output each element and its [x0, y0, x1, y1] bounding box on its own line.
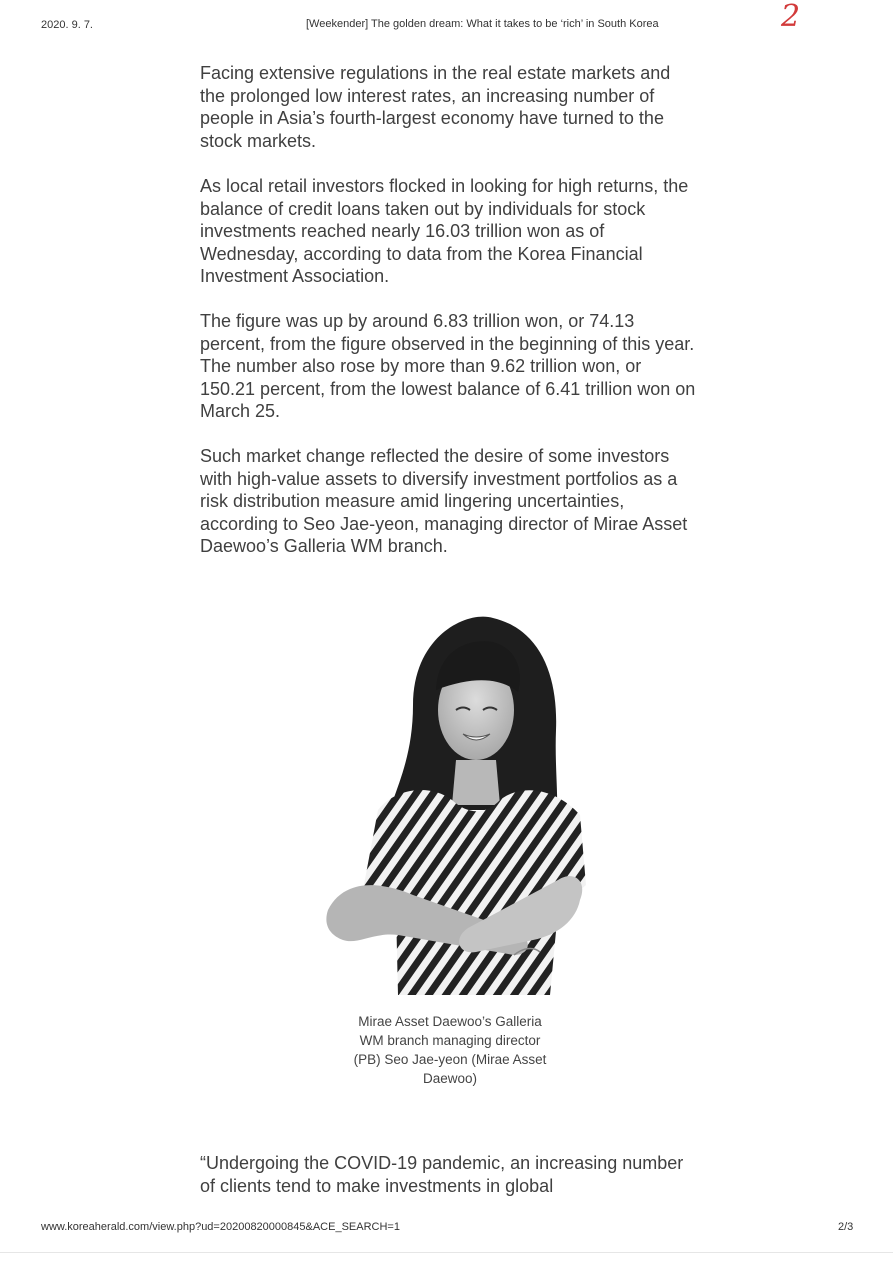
scan-edge-divider [0, 1252, 893, 1253]
handwritten-page-mark: 2 [781, 0, 801, 34]
print-header-date: 2020. 9. 7. [41, 19, 93, 31]
portrait-photo [318, 610, 590, 995]
article-paragraph-5: “Undergoing the COVID-19 pandemic, an increasing number of clients tend to make investments in global [200, 1153, 684, 1196]
print-footer-page-number: 2/3 [838, 1221, 854, 1233]
photo-caption: Mirae Asset Daewoo’s Galleria WM branch managing director (PB) Seo Jae-yeon (Mirae Asset Daewoo) [353, 1014, 547, 1086]
article-paragraph-4: Such market change reflected the desire of some investors with high-value assets to diversify investment portfolios as a risk distribution measure amid lingering uncertainties, according to Seo Jae-yeon, managing director of Mirae Asset Daewoo’s Galleria WM branch. [200, 446, 688, 556]
article-paragraph-3: The figure was up by around 6.83 trillion won, or 74.13 percent, from the figure observed in the beginning of this year. The number also rose by more than 9.62 trillion won, or 150.21 percent, from the lowest balance of 6.41 trillion won on March 25. [200, 311, 696, 421]
article-paragraph-1: Facing extensive regulations in the real estate markets and the prolonged low interest rates, an increasing number of people in Asia’s fourth-largest economy have turned to the stock markets. [200, 63, 671, 151]
article-paragraph-2: As local retail investors flocked in looking for high returns, the balance of credit loans taken out by individuals for stock investments reached nearly 16.03 trillion won as of Wednesday, according to data from the Korea Financial Investment Association. [200, 176, 689, 286]
print-footer-url: www.koreaherald.com/view.php?ud=20200820000845&ACE_SEARCH=1 [41, 1221, 400, 1233]
print-header-title: [Weekender] The golden dream: What it takes to be ‘rich’ in South Korea [306, 18, 659, 30]
